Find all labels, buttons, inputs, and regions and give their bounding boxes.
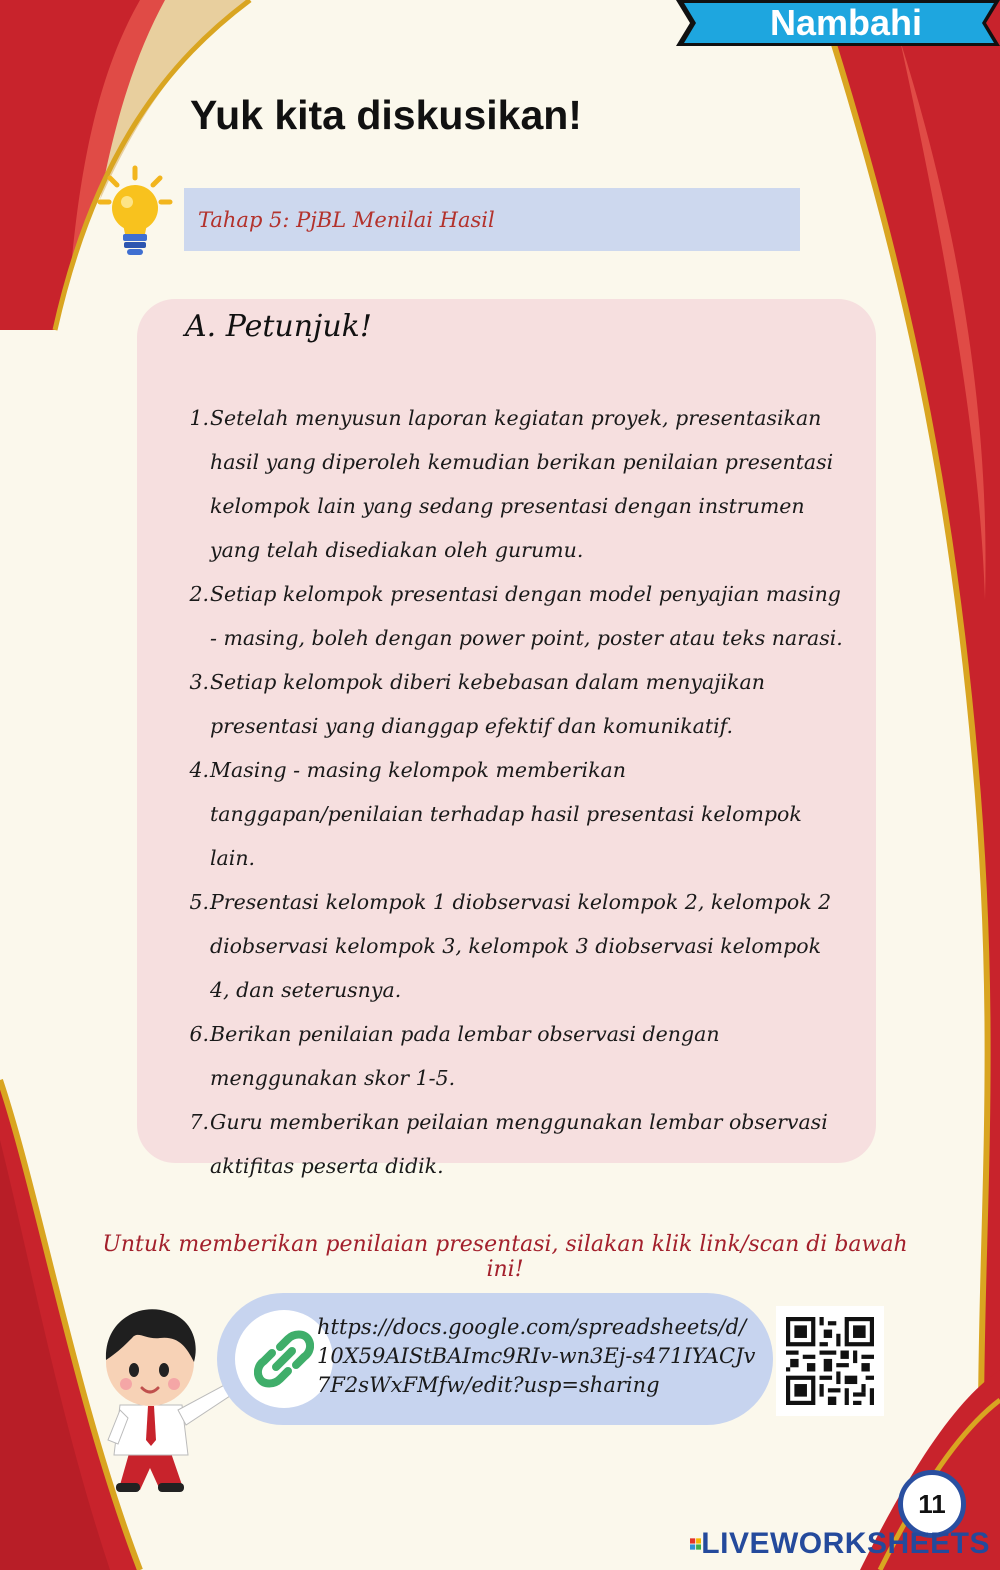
spreadsheet-link-url[interactable]: https://docs.google.com/spreadsheets/d/10X59AIStBAImc9RIv-wn3Ej-s471IYACJv7F2sWxFMfw/edit?usp=sharing — [317, 1315, 756, 1397]
instruction-text: Setiap kelompok presentasi dengan model penyajian masing - masing, boleh dengan power point, poster atau teks narasi. — [210, 582, 843, 650]
instruction-number: 6. — [189, 1022, 209, 1046]
instruction-list — [185, 396, 845, 1188]
instruction-item — [185, 1012, 845, 1100]
instruction-item — [185, 660, 845, 748]
ribbon-tag — [676, 0, 1000, 46]
instruction-text: Berikan penilaian pada lembar observasi dengan menggunakan skor 1-5. — [210, 1022, 720, 1090]
qr-code-icon — [786, 1317, 874, 1405]
stage-label: Tahap 5: PjBL Menilai Hasil — [198, 207, 495, 232]
page-number: 11 — [898, 1470, 966, 1538]
lightbulb-icon — [96, 164, 174, 260]
instruction-text: Guru memberikan peilaian menggunakan lembar observasi aktifitas peserta didik. — [210, 1110, 828, 1178]
instructions-card — [137, 299, 876, 1178]
page-title: Yuk kita diskusikan! — [190, 92, 582, 138]
liveworksheets-watermark — [690, 1526, 990, 1562]
instruction-item — [185, 880, 845, 1012]
instruction-number: 1. — [189, 406, 209, 430]
spreadsheet-link[interactable] — [217, 1293, 773, 1425]
link-icon — [254, 1329, 314, 1389]
ribbon-label: Nambahi — [769, 2, 923, 43]
instruction-number: 2. — [189, 582, 209, 606]
instruction-number: 5. — [189, 890, 209, 914]
instruction-text: Masing - masing kelompok memberikan tanggapan/penilaian terhadap hasil presentasi kelompok lain. — [210, 758, 802, 870]
qr-code[interactable] — [776, 1306, 884, 1416]
instruction-text: Presentasi kelompok 1 diobservasi kelompok 2, kelompok 2 diobservasi kelompok 3, kelompok 3 diobservasi kelompok 4, dan seterusnya. — [210, 890, 832, 1002]
instruction-number: 4. — [189, 758, 209, 782]
instruction-item — [185, 396, 845, 572]
liveworksheets-logo-icon — [690, 1531, 701, 1557]
instruction-text: Setiap kelompok diberi kebebasan dalam menyajikan presentasi yang dianggap efektif dan komunikatif. — [210, 670, 765, 738]
stage-banner — [184, 188, 800, 251]
instruction-item — [185, 572, 845, 660]
instructions-title: A. Petunjuk! — [185, 309, 372, 344]
instruction-item — [185, 748, 845, 880]
instruction-number: 7. — [189, 1110, 209, 1134]
watermark-text: LIVEWORKSHEETS — [701, 1527, 990, 1560]
instruction-number: 3. — [189, 670, 209, 694]
instruction-item — [185, 1100, 845, 1188]
assessment-prompt: Untuk memberikan penilaian presentasi, silakan klik link/scan di bawah ini! — [102, 1232, 908, 1282]
instruction-text: Setelah menyusun laporan kegiatan proyek, presentasikan hasil yang diperoleh kemudian berikan penilaian presentasi kelompok lain yang sedang presentasi dengan instrumen yang telah disediakan oleh gurumu. — [210, 406, 834, 562]
